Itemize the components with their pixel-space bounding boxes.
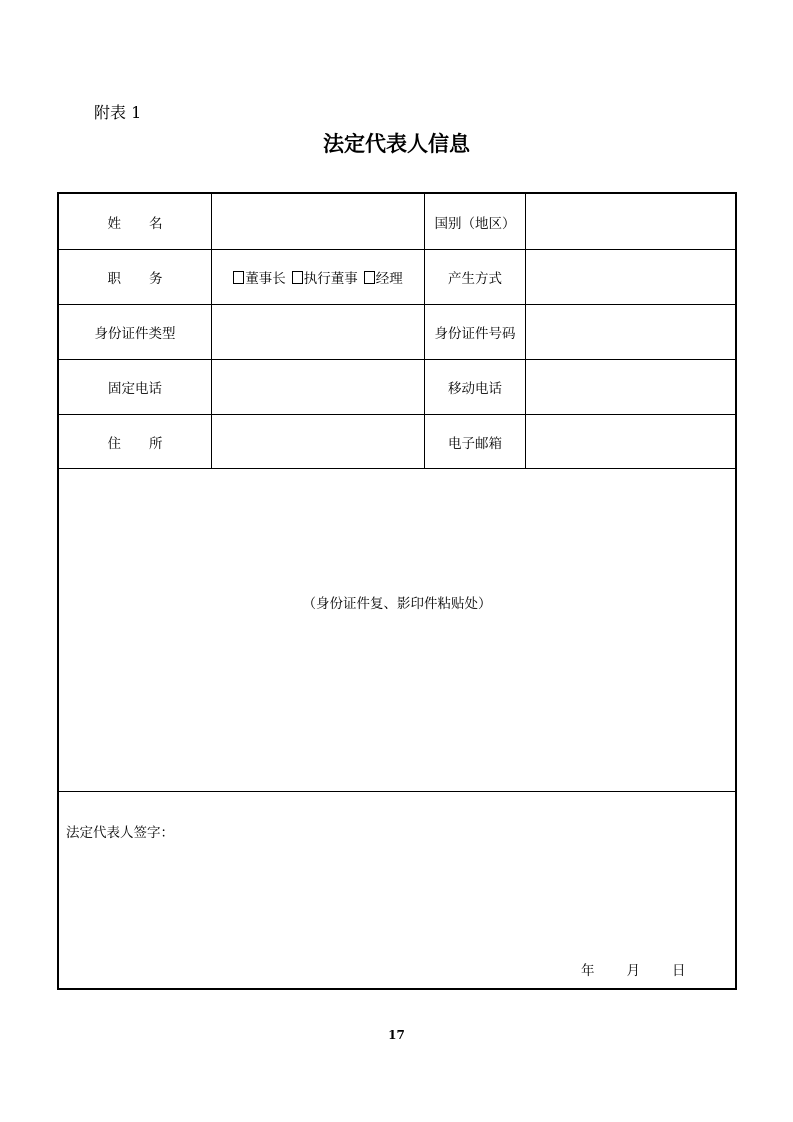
id-copy-paste-area-note: （身份证件复、影印件粘贴处）: [302, 596, 492, 612]
appointment-method-field[interactable]: [526, 250, 737, 304]
checkbox-icon[interactable]: [364, 271, 375, 284]
date-month-label: 月: [626, 963, 640, 979]
mobile-field[interactable]: [526, 360, 737, 414]
checkbox-icon[interactable]: [233, 271, 244, 284]
id-type-field[interactable]: [212, 305, 424, 359]
option-chairman-label: 董事长: [245, 271, 286, 287]
row-divider: [59, 791, 735, 792]
signature-date: [581, 959, 686, 979]
address-label-char-1: 住: [107, 435, 121, 452]
email-label: 电子邮箱: [448, 435, 502, 452]
checkbox-icon[interactable]: [292, 271, 303, 284]
id-number-field[interactable]: [526, 305, 737, 359]
id-type-label: 身份证件类型: [94, 326, 176, 342]
position-options: [212, 250, 424, 304]
date-year-label: 年: [581, 963, 595, 979]
mobile-label: 移动电话: [448, 381, 502, 397]
nationality-label: 国别（地区）: [434, 215, 516, 232]
name-label-char-2: 名: [149, 215, 163, 232]
address-label-char-2: 所: [149, 435, 163, 452]
name-label: [59, 194, 211, 249]
address-label: [59, 415, 211, 468]
option-executive-director-label: 执行董事: [303, 271, 358, 287]
name-label-char-1: 姓: [107, 215, 121, 232]
email-field[interactable]: [526, 415, 737, 468]
position-label-char-1: 职: [107, 271, 121, 287]
option-manager[interactable]: [364, 267, 403, 287]
nationality-field[interactable]: [526, 194, 737, 249]
address-field[interactable]: [212, 415, 424, 468]
appointment-method-label: 产生方式: [448, 271, 502, 287]
page-title: 法定代表人信息: [323, 132, 470, 156]
position-label: [59, 250, 211, 304]
row-divider: [59, 468, 735, 469]
name-field[interactable]: [212, 194, 424, 249]
date-day-label: 日: [672, 963, 686, 979]
annex-label: 附表 1: [94, 103, 142, 122]
landline-label: 固定电话: [108, 381, 162, 397]
position-label-char-2: 务: [149, 271, 163, 287]
option-chairman[interactable]: [233, 267, 286, 287]
option-manager-label: 经理: [375, 271, 403, 287]
legal-representative-form: [57, 192, 737, 990]
id-number-label: 身份证件号码: [434, 326, 516, 342]
signature-label: 法定代表人签字：: [66, 825, 174, 841]
landline-field[interactable]: [212, 360, 424, 414]
page-number: 17: [388, 1028, 405, 1042]
option-executive-director[interactable]: [292, 267, 358, 287]
